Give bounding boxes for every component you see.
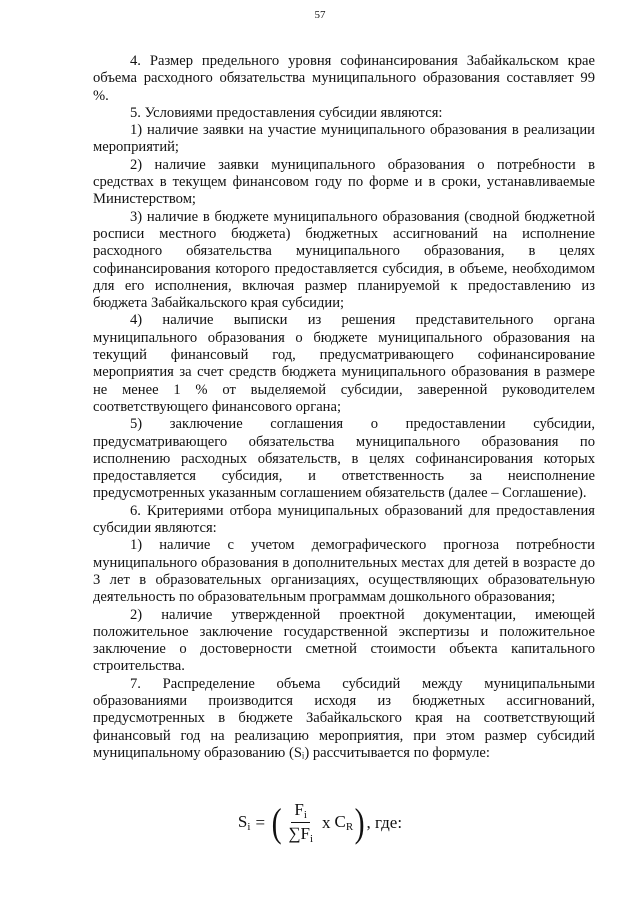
fraction-numerator: $F_i$ [291, 800, 310, 823]
criterion-1: 1) наличие с учетом демографического прогноза потребности муниципального образования в дополнительных местах для детей в возрасте до 3 лет в образовательных организациях, осуществляющих образовательную деятельность по образовательным программам дошкольного образования; [93, 537, 595, 606]
criterion-2: 2) наличие утвержденной проектной документации, имеющей положительное заключение государственной экспертизы и положительное заключение о достоверности сметной стоимости объекта капитального строительства. [93, 606, 595, 675]
formula-suffix: , где: [366, 812, 403, 832]
formula-lhs: $S_i$ [237, 812, 251, 833]
paragraph-5-conditions-heading: 5. Условиями предоставления субсидии являются: [130, 104, 443, 121]
condition-3: 3) наличие в бюджете муниципального образования (сводной бюджетной росписи местного бюджета) бюджетных ассигнований на исполнение расходного обязательства муниципального образования, в целях софинансирования которого предоставляется субсидия, в объеме, необходимом для его исполнения, включая размер планируемой к предоставлению из бюджета Забайкальского края субсидии; [93, 208, 595, 312]
paragraph-7-distribution: 7. Распределение объема субсидий между муниципальными образованиями производится исходя из бюджетных ассигнований, предусмотренных в бюджете Забайкальского края на соответствующий финансовый год на реализацию мероприятия, при этом размер субсидий муниципальному образованию (Sᵢ) рассчитывается по формуле: [93, 675, 595, 761]
subsidy-formula [0, 800, 640, 845]
formula-factor: $C_R$ [334, 812, 354, 833]
page-number: 57 [314, 9, 326, 21]
condition-2: 2) наличие заявки муниципального образования о потребности в средствах в текущем финансовом году по форме и в сроки, устанавливаемые Министерством; [93, 156, 595, 208]
condition-4: 4) наличие выписки из решения представительного органа муниципального образования о бюджете муниципального образования на текущий финансовый год, предусматривающего софинансирование мероприятия за счет средств бюджета муниципального образования в размере не менее 1 % от выделяемой субсидии, заверенной руководителем соответствующего финансового органа; [93, 312, 595, 415]
condition-5: 5) заключение соглашения о предоставлении субсидии, предусматривающего обязательства муниципального образования по исполнению расходных обязательств, в целях софинансирования которых предоставляется субсидия, и ответственность за неисполнение предусмотренных указанным соглашением обязательств (далее – Соглашение). [93, 416, 595, 502]
fraction-denominator: $\sum F_i$ [288, 824, 314, 845]
formula-equals: = [255, 812, 266, 832]
formula-multiply: x [322, 812, 331, 832]
formula-close-paren: ) [354, 799, 365, 845]
formula-open-paren: ( [271, 799, 282, 845]
paragraph-6-criteria-heading: 6. Критериями отбора муниципальных образований для предоставления субсидии являются: [93, 502, 595, 537]
formula-fraction [285, 800, 316, 845]
condition-1: 1) наличие заявки на участие муниципального образования в реализации мероприятий; [93, 122, 595, 156]
paragraph-4-cofinancing-limit: 4. Размер предельного уровня софинансирования Забайкальском крае объема расходного обязательства муниципального образования составляет 99 %. [93, 53, 595, 104]
document-body [93, 53, 595, 762]
